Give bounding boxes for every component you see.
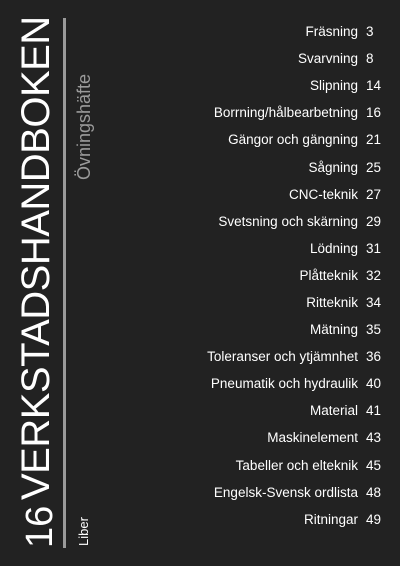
- toc-entry-label: Pneumatik och hydraulik: [210, 376, 358, 392]
- spine-title-block: [14, 16, 58, 546]
- toc-entry-page: 32: [366, 267, 382, 283]
- vertical-divider: [63, 18, 66, 548]
- toc-entry: [140, 316, 390, 343]
- toc-entry-label: Gängor och gängning: [228, 132, 358, 148]
- toc-entry-page: 48: [366, 484, 382, 500]
- toc-entry-label: Lödning: [309, 240, 358, 256]
- toc-entry-page: 35: [366, 322, 382, 338]
- toc-entry-page: 40: [366, 376, 382, 392]
- edition-number: 16: [19, 505, 61, 548]
- toc-entry-page: 21: [366, 132, 382, 148]
- toc-entry: [140, 153, 390, 180]
- toc-entry: [140, 18, 390, 45]
- toc-entry-page: 27: [366, 186, 382, 202]
- toc-entry-label: Engelsk-Svensk ordlista: [213, 484, 358, 500]
- toc-entry-page: 29: [366, 213, 382, 229]
- toc-entry: [140, 452, 390, 479]
- book-title: VERKSTADSHANDBOKEN: [14, 16, 58, 500]
- toc-entry-page: 45: [366, 457, 382, 473]
- toc-entry-label: Mätning: [309, 322, 358, 338]
- toc-entry: [140, 479, 390, 506]
- toc-entry: [140, 235, 390, 262]
- toc-entry: [140, 370, 390, 397]
- toc-entry-label: Tabeller och elteknik: [235, 457, 358, 473]
- toc-entry: [140, 208, 390, 235]
- toc-entry-page: 41: [366, 403, 382, 419]
- toc-entry: [140, 424, 390, 451]
- toc-entry: [140, 343, 390, 370]
- toc-entry-label: Borrning/hålbearbetning: [213, 105, 358, 121]
- toc-entry-page: 34: [366, 294, 382, 310]
- toc-entry-label: Fräsning: [305, 24, 358, 40]
- toc-entry-page: 49: [366, 511, 382, 527]
- toc-entry-page: 8: [366, 51, 374, 67]
- toc-entry: [140, 99, 390, 126]
- toc-entry-label: Slipning: [309, 78, 358, 94]
- book-subtitle: Övningshäfte: [74, 73, 94, 180]
- subtitle-container: [72, 20, 98, 180]
- toc-entry-page: 25: [366, 159, 382, 175]
- book-title-container: [14, 16, 58, 500]
- toc-entry-page: 43: [366, 430, 382, 446]
- toc-entry-page: 16: [366, 105, 382, 121]
- publisher-container: [74, 502, 94, 546]
- toc-entry: [140, 506, 390, 533]
- table-of-contents: [140, 18, 390, 533]
- toc-entry-page: 3: [366, 24, 374, 40]
- toc-entry-label: Ritningar: [303, 511, 358, 527]
- toc-entry-page: 31: [366, 240, 382, 256]
- toc-entry: [140, 181, 390, 208]
- toc-entry-label: Toleranser och ytjämnhet: [207, 349, 358, 365]
- toc-entry: [140, 262, 390, 289]
- toc-entry-label: Material: [309, 403, 358, 419]
- toc-entry-page: 14: [366, 78, 382, 94]
- toc-entry-page: 36: [366, 349, 382, 365]
- toc-entry: [140, 397, 390, 424]
- toc-entry-label: Plåtteknik: [299, 267, 358, 283]
- toc-entry-label: CNC-teknik: [288, 186, 358, 202]
- toc-entry: [140, 72, 390, 99]
- publisher-name: Liber: [76, 517, 91, 546]
- toc-entry-label: Maskinelement: [267, 430, 358, 446]
- toc-entry: [140, 45, 390, 72]
- toc-entry-label: Svetsning och skärning: [218, 213, 358, 229]
- toc-entry-label: Svarvning: [297, 51, 358, 67]
- toc-entry-label: Sågning: [308, 159, 358, 175]
- toc-entry-label: Ritteknik: [306, 294, 358, 310]
- toc-entry: [140, 289, 390, 316]
- edition-number-container: [18, 505, 61, 554]
- toc-entry: [140, 126, 390, 153]
